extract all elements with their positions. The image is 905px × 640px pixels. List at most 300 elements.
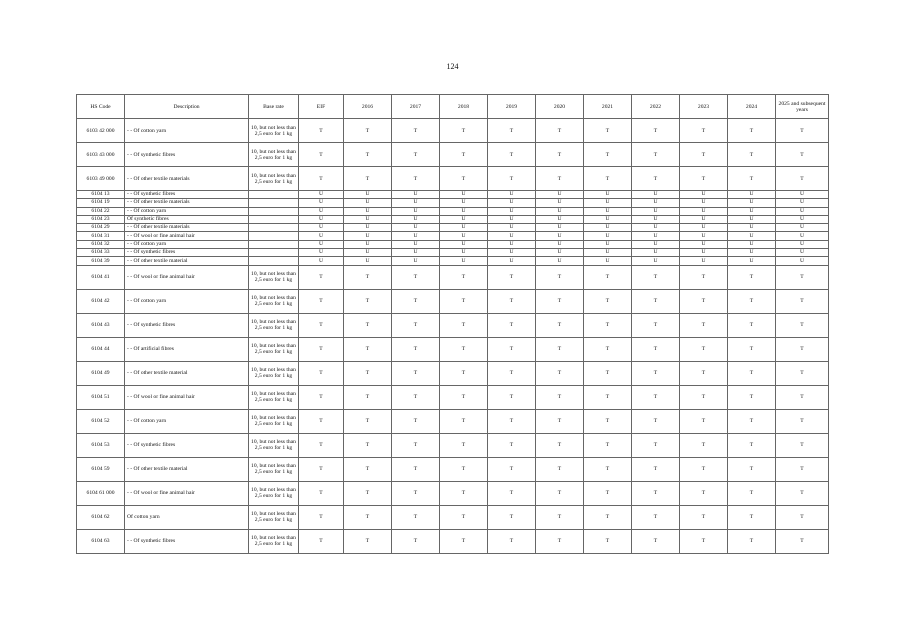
staging-category-cell: U — [680, 199, 728, 207]
hs-code-cell: 6103 43 000 — [77, 143, 125, 167]
table-row — [77, 409, 829, 433]
description-cell: - - Of artificial fibres — [125, 337, 249, 361]
staging-category-cell: U — [632, 224, 680, 232]
staging-category-cell: T — [344, 361, 392, 385]
staging-category-cell: U — [440, 257, 488, 265]
staging-category-cell: T — [299, 289, 344, 313]
staging-category-cell: T — [536, 167, 584, 191]
base-rate-cell: 10, but not less than 2,5 euro for 1 kg — [249, 313, 299, 337]
staging-category-cell: T — [440, 313, 488, 337]
staging-category-cell: T — [488, 457, 536, 481]
staging-category-cell: T — [728, 265, 776, 289]
staging-category-cell: T — [680, 119, 728, 143]
staging-category-cell: T — [299, 409, 344, 433]
staging-category-cell: U — [728, 215, 776, 223]
staging-category-cell: T — [728, 361, 776, 385]
table-row — [77, 385, 829, 409]
staging-category-cell: U — [776, 215, 829, 223]
staging-category-cell: T — [632, 337, 680, 361]
staging-category-cell: T — [728, 289, 776, 313]
staging-category-cell: T — [728, 481, 776, 505]
staging-category-cell: T — [632, 119, 680, 143]
staging-category-cell: T — [536, 143, 584, 167]
staging-category-cell: T — [392, 409, 440, 433]
staging-category-cell: T — [632, 265, 680, 289]
staging-category-cell: T — [680, 457, 728, 481]
staging-category-cell: T — [440, 457, 488, 481]
staging-category-cell: T — [536, 385, 584, 409]
staging-category-cell: U — [440, 207, 488, 215]
staging-category-cell: U — [299, 240, 344, 248]
staging-category-cell: T — [536, 529, 584, 553]
staging-category-cell: T — [488, 481, 536, 505]
staging-category-cell: T — [344, 409, 392, 433]
table-row — [77, 505, 829, 529]
staging-category-cell: T — [584, 457, 632, 481]
staging-category-cell: T — [776, 265, 829, 289]
table-row — [77, 191, 829, 199]
staging-category-cell: T — [536, 119, 584, 143]
staging-category-cell: T — [776, 337, 829, 361]
description-cell: - - Of cotton yarn — [125, 207, 249, 215]
staging-category-cell: T — [344, 143, 392, 167]
table-header — [77, 95, 829, 119]
staging-category-cell: U — [776, 224, 829, 232]
staging-category-cell: T — [440, 505, 488, 529]
table-row — [77, 529, 829, 553]
base-rate-cell — [249, 191, 299, 199]
staging-category-cell: T — [440, 481, 488, 505]
staging-category-cell: U — [488, 191, 536, 199]
hs-code-cell: 6104 63 — [77, 529, 125, 553]
staging-category-cell: U — [299, 232, 344, 240]
column-header: Base rate — [249, 95, 299, 119]
table-body — [77, 119, 829, 554]
staging-category-cell: T — [680, 313, 728, 337]
hs-code-cell: 6104 41 — [77, 265, 125, 289]
hs-code-cell: 6103 42 000 — [77, 119, 125, 143]
staging-category-cell: T — [392, 433, 440, 457]
staging-category-cell: T — [632, 313, 680, 337]
staging-category-cell: T — [488, 529, 536, 553]
table-row — [77, 167, 829, 191]
column-header: 2023 — [680, 95, 728, 119]
staging-category-cell: U — [584, 249, 632, 257]
table-row — [77, 207, 829, 215]
staging-category-cell: T — [344, 289, 392, 313]
staging-category-cell: T — [344, 529, 392, 553]
staging-category-cell: T — [488, 385, 536, 409]
staging-category-cell: T — [440, 361, 488, 385]
hs-code-cell: 6104 19 — [77, 199, 125, 207]
staging-category-cell: T — [440, 289, 488, 313]
base-rate-cell: 10, but not less than 2,5 euro for 1 kg — [249, 505, 299, 529]
staging-category-cell: T — [392, 265, 440, 289]
staging-category-cell: U — [488, 199, 536, 207]
staging-category-cell: T — [299, 119, 344, 143]
table-row — [77, 361, 829, 385]
staging-category-cell: T — [632, 385, 680, 409]
staging-category-cell: U — [536, 191, 584, 199]
staging-category-cell: T — [440, 143, 488, 167]
table-row — [77, 481, 829, 505]
table-row — [77, 257, 829, 265]
staging-category-cell: T — [344, 481, 392, 505]
staging-category-cell: U — [392, 207, 440, 215]
staging-category-cell: T — [776, 433, 829, 457]
staging-category-cell: T — [344, 167, 392, 191]
staging-category-cell: T — [299, 457, 344, 481]
staging-category-cell: U — [728, 224, 776, 232]
staging-category-cell: U — [584, 232, 632, 240]
staging-category-cell: T — [488, 289, 536, 313]
staging-category-cell: U — [536, 232, 584, 240]
staging-category-cell: T — [776, 361, 829, 385]
staging-category-cell: T — [728, 119, 776, 143]
staging-category-cell: T — [344, 433, 392, 457]
table-row — [77, 215, 829, 223]
staging-category-cell: U — [680, 232, 728, 240]
tariff-schedule-table — [76, 94, 829, 554]
table-row — [77, 457, 829, 481]
staging-category-cell: T — [392, 505, 440, 529]
base-rate-cell — [249, 257, 299, 265]
staging-category-cell: U — [344, 249, 392, 257]
table-row — [77, 313, 829, 337]
staging-category-cell: T — [536, 265, 584, 289]
staging-category-cell: T — [299, 265, 344, 289]
staging-category-cell: U — [344, 191, 392, 199]
staging-category-cell: U — [392, 224, 440, 232]
hs-code-cell: 6104 49 — [77, 361, 125, 385]
staging-category-cell: T — [392, 143, 440, 167]
staging-category-cell: T — [536, 337, 584, 361]
staging-category-cell: T — [299, 361, 344, 385]
hs-code-cell: 6104 52 — [77, 409, 125, 433]
staging-category-cell: U — [344, 224, 392, 232]
description-cell: - - Of cotton yarn — [125, 409, 249, 433]
description-cell: - - Of other textile materials — [125, 224, 249, 232]
staging-category-cell: T — [584, 433, 632, 457]
staging-category-cell: T — [632, 289, 680, 313]
staging-category-cell: T — [776, 457, 829, 481]
base-rate-cell: 10, but not less than 2,5 euro for 1 kg — [249, 265, 299, 289]
staging-category-cell: T — [392, 529, 440, 553]
hs-code-cell: 6104 43 — [77, 313, 125, 337]
base-rate-cell: 10, but not less than 2,5 euro for 1 kg — [249, 337, 299, 361]
staging-category-cell: T — [776, 167, 829, 191]
description-cell: - - Of wool or fine animal hair — [125, 481, 249, 505]
staging-category-cell: U — [536, 224, 584, 232]
staging-category-cell: U — [299, 215, 344, 223]
staging-category-cell: T — [536, 505, 584, 529]
hs-code-cell: 6104 61 000 — [77, 481, 125, 505]
staging-category-cell: T — [536, 409, 584, 433]
staging-category-cell: U — [776, 207, 829, 215]
staging-category-cell: T — [776, 409, 829, 433]
staging-category-cell: U — [536, 257, 584, 265]
staging-category-cell: U — [440, 240, 488, 248]
staging-category-cell: U — [728, 207, 776, 215]
staging-category-cell: U — [488, 232, 536, 240]
base-rate-cell — [249, 232, 299, 240]
staging-category-cell: T — [680, 433, 728, 457]
staging-category-cell: U — [299, 199, 344, 207]
staging-category-cell: T — [584, 505, 632, 529]
staging-category-cell: U — [584, 199, 632, 207]
staging-category-cell: T — [584, 481, 632, 505]
staging-category-cell: T — [488, 313, 536, 337]
base-rate-cell — [249, 224, 299, 232]
description-cell: - - Of synthetic fibres — [125, 249, 249, 257]
staging-category-cell: T — [299, 337, 344, 361]
staging-category-cell: T — [632, 505, 680, 529]
base-rate-cell: 10, but not less than 2,5 euro for 1 kg — [249, 143, 299, 167]
staging-category-cell: T — [776, 143, 829, 167]
table-row — [77, 224, 829, 232]
staging-category-cell: T — [776, 505, 829, 529]
staging-category-cell: T — [728, 167, 776, 191]
staging-category-cell: T — [584, 361, 632, 385]
staging-category-cell: T — [584, 143, 632, 167]
staging-category-cell: U — [488, 257, 536, 265]
staging-category-cell: T — [344, 119, 392, 143]
staging-category-cell: T — [299, 505, 344, 529]
staging-category-cell: U — [392, 191, 440, 199]
staging-category-cell: U — [632, 257, 680, 265]
description-cell: - - Of synthetic fibres — [125, 313, 249, 337]
staging-category-cell: T — [392, 167, 440, 191]
staging-category-cell: U — [776, 191, 829, 199]
staging-category-cell: T — [584, 409, 632, 433]
hs-code-cell: 6104 53 — [77, 433, 125, 457]
staging-category-cell: T — [680, 143, 728, 167]
hs-code-cell: 6104 31 — [77, 232, 125, 240]
staging-category-cell: U — [344, 207, 392, 215]
table-row — [77, 249, 829, 257]
staging-category-cell: T — [299, 167, 344, 191]
staging-category-cell: U — [440, 232, 488, 240]
table-row — [77, 265, 829, 289]
description-cell: - - Of synthetic fibres — [125, 191, 249, 199]
staging-category-cell: T — [488, 433, 536, 457]
staging-category-cell: T — [440, 167, 488, 191]
staging-category-cell: T — [344, 457, 392, 481]
page-number: 124 — [446, 62, 459, 71]
column-header: 2021 — [584, 95, 632, 119]
description-cell: - - Of other textile material — [125, 457, 249, 481]
staging-category-cell: T — [680, 361, 728, 385]
description-cell: - - Of cotton yarn — [125, 240, 249, 248]
staging-category-cell: T — [632, 481, 680, 505]
staging-category-cell: T — [536, 289, 584, 313]
staging-category-cell: U — [776, 232, 829, 240]
hs-code-cell: 6104 33 — [77, 249, 125, 257]
base-rate-cell: 10, but not less than 2,5 euro for 1 kg — [249, 385, 299, 409]
staging-category-cell: T — [440, 119, 488, 143]
staging-category-cell: T — [344, 313, 392, 337]
staging-category-cell: U — [632, 215, 680, 223]
staging-category-cell: U — [392, 257, 440, 265]
staging-category-cell: T — [776, 289, 829, 313]
description-cell: - - Of other textile materials — [125, 199, 249, 207]
staging-category-cell: T — [728, 529, 776, 553]
staging-category-cell: T — [632, 361, 680, 385]
hs-code-cell: 6104 59 — [77, 457, 125, 481]
staging-category-cell: T — [488, 505, 536, 529]
staging-category-cell: U — [776, 257, 829, 265]
staging-category-cell: U — [344, 199, 392, 207]
staging-category-cell: T — [488, 167, 536, 191]
staging-category-cell: U — [440, 249, 488, 257]
staging-category-cell: T — [299, 313, 344, 337]
staging-category-cell: T — [392, 119, 440, 143]
base-rate-cell: 10, but not less than 2,5 euro for 1 kg — [249, 289, 299, 313]
staging-category-cell: T — [536, 457, 584, 481]
staging-category-cell: U — [584, 191, 632, 199]
column-header: 2020 — [536, 95, 584, 119]
staging-category-cell: T — [776, 385, 829, 409]
staging-category-cell: U — [728, 240, 776, 248]
staging-category-cell: U — [728, 191, 776, 199]
staging-category-cell: T — [584, 529, 632, 553]
description-cell: - - Of other textile material — [125, 361, 249, 385]
staging-category-cell: T — [392, 481, 440, 505]
staging-category-cell: T — [584, 337, 632, 361]
staging-category-cell: T — [440, 409, 488, 433]
staging-category-cell: U — [344, 240, 392, 248]
staging-category-cell: U — [632, 191, 680, 199]
staging-category-cell: T — [680, 385, 728, 409]
staging-category-cell: T — [299, 385, 344, 409]
staging-category-cell: T — [584, 289, 632, 313]
column-header: 2018 — [440, 95, 488, 119]
staging-category-cell: T — [344, 385, 392, 409]
staging-category-cell: T — [728, 409, 776, 433]
staging-category-cell: U — [680, 191, 728, 199]
staging-category-cell: T — [344, 265, 392, 289]
base-rate-cell: 10, but not less than 2,5 euro for 1 kg — [249, 529, 299, 553]
staging-category-cell: U — [392, 199, 440, 207]
staging-category-cell: T — [680, 409, 728, 433]
staging-category-cell: U — [680, 207, 728, 215]
base-rate-cell: 10, but not less than 2,5 euro for 1 kg — [249, 119, 299, 143]
staging-category-cell: U — [728, 249, 776, 257]
description-cell: - - Of wool or fine animal hair — [125, 265, 249, 289]
staging-category-cell: T — [392, 457, 440, 481]
staging-category-cell: U — [728, 199, 776, 207]
base-rate-cell: 10, but not less than 2,5 euro for 1 kg — [249, 457, 299, 481]
table-row — [77, 143, 829, 167]
base-rate-cell: 10, but not less than 2,5 euro for 1 kg — [249, 481, 299, 505]
staging-category-cell: U — [680, 215, 728, 223]
staging-category-cell: T — [728, 457, 776, 481]
staging-category-cell: T — [392, 361, 440, 385]
staging-category-cell: T — [584, 119, 632, 143]
staging-category-cell: U — [680, 249, 728, 257]
staging-category-cell: T — [392, 337, 440, 361]
staging-category-cell: U — [299, 257, 344, 265]
staging-category-cell: U — [299, 191, 344, 199]
column-header: HS Code — [77, 95, 125, 119]
staging-category-cell: T — [584, 167, 632, 191]
staging-category-cell: U — [776, 249, 829, 257]
base-rate-cell: 10, but not less than 2,5 euro for 1 kg — [249, 409, 299, 433]
base-rate-cell — [249, 249, 299, 257]
staging-category-cell: U — [344, 215, 392, 223]
staging-category-cell: T — [632, 167, 680, 191]
staging-category-cell: U — [488, 249, 536, 257]
base-rate-cell — [249, 199, 299, 207]
staging-category-cell: U — [584, 257, 632, 265]
staging-category-cell: T — [440, 385, 488, 409]
staging-category-cell: T — [728, 505, 776, 529]
staging-category-cell: U — [776, 240, 829, 248]
staging-category-cell: T — [440, 337, 488, 361]
staging-category-cell: T — [344, 505, 392, 529]
staging-category-cell: T — [776, 529, 829, 553]
description-cell: - - Of wool or fine animal hair — [125, 385, 249, 409]
staging-category-cell: U — [392, 249, 440, 257]
table-row — [77, 232, 829, 240]
staging-category-cell: U — [536, 207, 584, 215]
staging-category-cell: T — [488, 119, 536, 143]
staging-category-cell: T — [632, 457, 680, 481]
column-header: 2024 — [728, 95, 776, 119]
column-header: EIF — [299, 95, 344, 119]
staging-category-cell: T — [728, 385, 776, 409]
staging-category-cell: T — [392, 385, 440, 409]
staging-category-cell: U — [632, 199, 680, 207]
staging-category-cell: U — [584, 215, 632, 223]
staging-category-cell: U — [536, 215, 584, 223]
table-row — [77, 433, 829, 457]
column-header: Description — [125, 95, 249, 119]
staging-category-cell: T — [680, 529, 728, 553]
staging-category-cell: T — [680, 167, 728, 191]
staging-category-cell: T — [632, 529, 680, 553]
staging-category-cell: T — [536, 313, 584, 337]
hs-code-cell: 6103 49 000 — [77, 167, 125, 191]
staging-category-cell: T — [536, 361, 584, 385]
staging-category-cell: T — [632, 409, 680, 433]
table-row — [77, 240, 829, 248]
column-header: 2017 — [392, 95, 440, 119]
staging-category-cell: T — [299, 529, 344, 553]
staging-category-cell: T — [299, 481, 344, 505]
staging-category-cell: U — [632, 249, 680, 257]
staging-category-cell: T — [536, 433, 584, 457]
staging-category-cell: T — [728, 313, 776, 337]
staging-category-cell: U — [488, 215, 536, 223]
description-cell: - - Of wool or fine animal hair — [125, 232, 249, 240]
staging-category-cell: U — [392, 232, 440, 240]
staging-category-cell: T — [680, 505, 728, 529]
staging-category-cell: U — [440, 191, 488, 199]
staging-category-cell: T — [776, 119, 829, 143]
staging-category-cell: U — [680, 257, 728, 265]
hs-code-cell: 6104 42 — [77, 289, 125, 313]
staging-category-cell: U — [344, 257, 392, 265]
staging-category-cell: U — [299, 249, 344, 257]
hs-code-cell: 6104 22 — [77, 207, 125, 215]
base-rate-cell: 10, but not less than 2,5 euro for 1 kg — [249, 167, 299, 191]
staging-category-cell: T — [392, 289, 440, 313]
table-row — [77, 337, 829, 361]
hs-code-cell: 6104 13 — [77, 191, 125, 199]
base-rate-cell — [249, 240, 299, 248]
staging-category-cell: T — [776, 313, 829, 337]
